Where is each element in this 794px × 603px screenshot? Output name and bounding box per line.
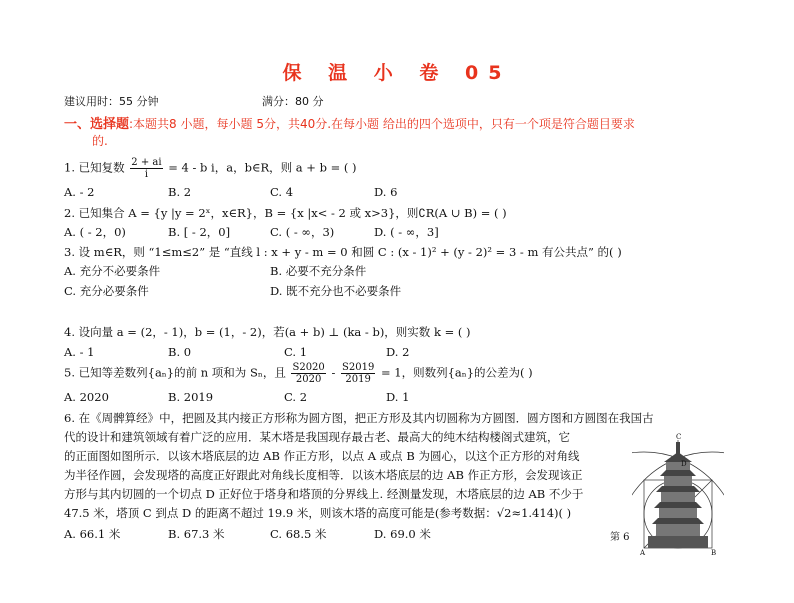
- label-c: C: [676, 433, 682, 441]
- q1-prefix: 1. 已知复数: [64, 160, 125, 175]
- section-header: [64, 116, 724, 150]
- q6-option-c: C. 68.5 米: [270, 527, 327, 541]
- label-d: D: [681, 460, 687, 468]
- q5-option-a: A. 2020: [64, 390, 109, 404]
- q1-fraction: [130, 157, 162, 180]
- q4-option-a: A. - 1: [64, 345, 95, 359]
- q6-line-1: 6. 在《周髀算经》中，把圆及其内接正方形称为圆方图，把正方形及其内切圆称为方圆图．圆方图和方圆图在我国古: [64, 411, 654, 425]
- section-title: 一、选择题: [64, 117, 130, 132]
- label-b: B: [711, 549, 717, 556]
- question-3: 3. 设 m∈R，则 “1≤m≤2” 是 “直线 l : x + y - m = 0 和圆 C : (x - 1)² + (y - 2)² = 3 - m 有公共点” 的( ): [64, 245, 622, 259]
- q1-option-b: B. 2: [168, 185, 192, 199]
- q2-option-c: C. ( - ∞，3): [270, 225, 335, 239]
- total-score: 满分：80 分: [262, 95, 324, 108]
- q1-option-d: D. 6: [374, 185, 398, 199]
- q5-prefix: 5. 已知等差数列{aₙ}的前 n 项和为 Sₙ，且: [64, 365, 286, 380]
- q6-option-a: A. 66.1 米: [64, 527, 121, 541]
- q6-line-3: 的正面图如图所示．以该木塔底层的边 AB 作正方形，以点 A 或点 B 为圆心，以这个正方形的对角线: [64, 449, 580, 463]
- section-description-end: 的.: [92, 134, 108, 148]
- q2-option-a: A. ( - 2，0): [64, 225, 126, 239]
- pagoda-figure: [632, 432, 724, 556]
- q5-option-c: C. 2: [284, 390, 308, 404]
- q3-option-c: C. 充分必要条件: [64, 284, 149, 298]
- q1-option-c: C. 4: [270, 185, 294, 199]
- q1-option-a: A. - 2: [64, 185, 95, 199]
- q5-minus: -: [331, 365, 336, 380]
- q6-option-b: B. 67.3 米: [168, 527, 225, 541]
- q6-line-5: 方形与其内切圆的一个切点 D 正好位于塔身和塔顶的分界线上. 经测量发现，木塔底层的边 AB 不少于: [64, 487, 584, 501]
- q6-line-6: 47.5 米，塔顶 C 到点 D 的距离不超过 19.9 米，则该木塔的高度可能是(参考数据：√2≈1.414)( ): [64, 506, 572, 520]
- q3-option-d: D. 既不充分也不必要条件: [270, 284, 402, 298]
- question-1: [64, 157, 357, 180]
- q5-suffix: = 1，则数列{aₙ}的公差为( ): [380, 365, 533, 380]
- q1-frac-den: i: [144, 169, 149, 180]
- q1-suffix: = 4 - b i，a，b∈R，则 a + b = ( ): [168, 160, 357, 175]
- q5-option-d: D. 1: [386, 390, 410, 404]
- q5-frac2-num: S2019: [342, 362, 375, 373]
- q2-option-b: B. [ - 2，0]: [168, 225, 231, 239]
- q5-frac1-den: 2020: [295, 374, 322, 385]
- label-a: A: [640, 549, 646, 556]
- q5-fraction-2: [341, 362, 375, 385]
- q3-option-b: B. 必要不充分条件: [270, 264, 367, 278]
- q3-option-a: A. 充分不必要条件: [64, 264, 161, 278]
- section-description: :本题共8 小题，每小题 5分，共40分.在每小题 给出的四个选项中，只有一个项是符合题目要求: [129, 117, 635, 131]
- q5-frac2-den: 2019: [345, 374, 371, 385]
- question-4: 4. 设向量 a = (2，- 1)，b = (1，- 2)，若(a + b) ⊥ (ka - b)，则实数 k = ( ): [64, 325, 471, 339]
- q5-frac1-num: S2020: [292, 362, 325, 373]
- figure-caption: 第 6: [610, 532, 630, 543]
- q4-option-b: B. 0: [168, 345, 192, 359]
- question-5: [64, 362, 533, 385]
- question-2: 2. 已知集合 A = {y |y = 2ˣ，x∈R}，B = {x |x< - 2 或 x>3}，则∁R(A ∪ B) = ( ): [64, 206, 507, 220]
- q4-option-d: D. 2: [386, 345, 410, 359]
- q1-frac-num: 2 + ai: [131, 157, 162, 168]
- q6-line-4: 为半径作圆，会发现塔的高度正好跟此对角线长度相等．以该木塔底层的边 AB 作正方形，会发现该正: [64, 468, 583, 482]
- q6-option-d: D. 69.0 米: [374, 527, 431, 541]
- pagoda-body: [648, 442, 708, 548]
- q2-option-d: D. ( - ∞，3]: [374, 225, 439, 239]
- suggested-time: 建议用时：55 分钟: [64, 95, 159, 108]
- q4-option-c: C. 1: [284, 345, 308, 359]
- page-title: 保 温 小 卷 05: [282, 62, 512, 84]
- q5-option-b: B. 2019: [168, 390, 214, 404]
- q6-line-2: 代的设计和建筑领域有着广泛的应用．某木塔是我国现存最古老、最高大的纯木结构楼阁式建筑，它: [64, 430, 570, 444]
- q5-fraction-1: [291, 362, 325, 385]
